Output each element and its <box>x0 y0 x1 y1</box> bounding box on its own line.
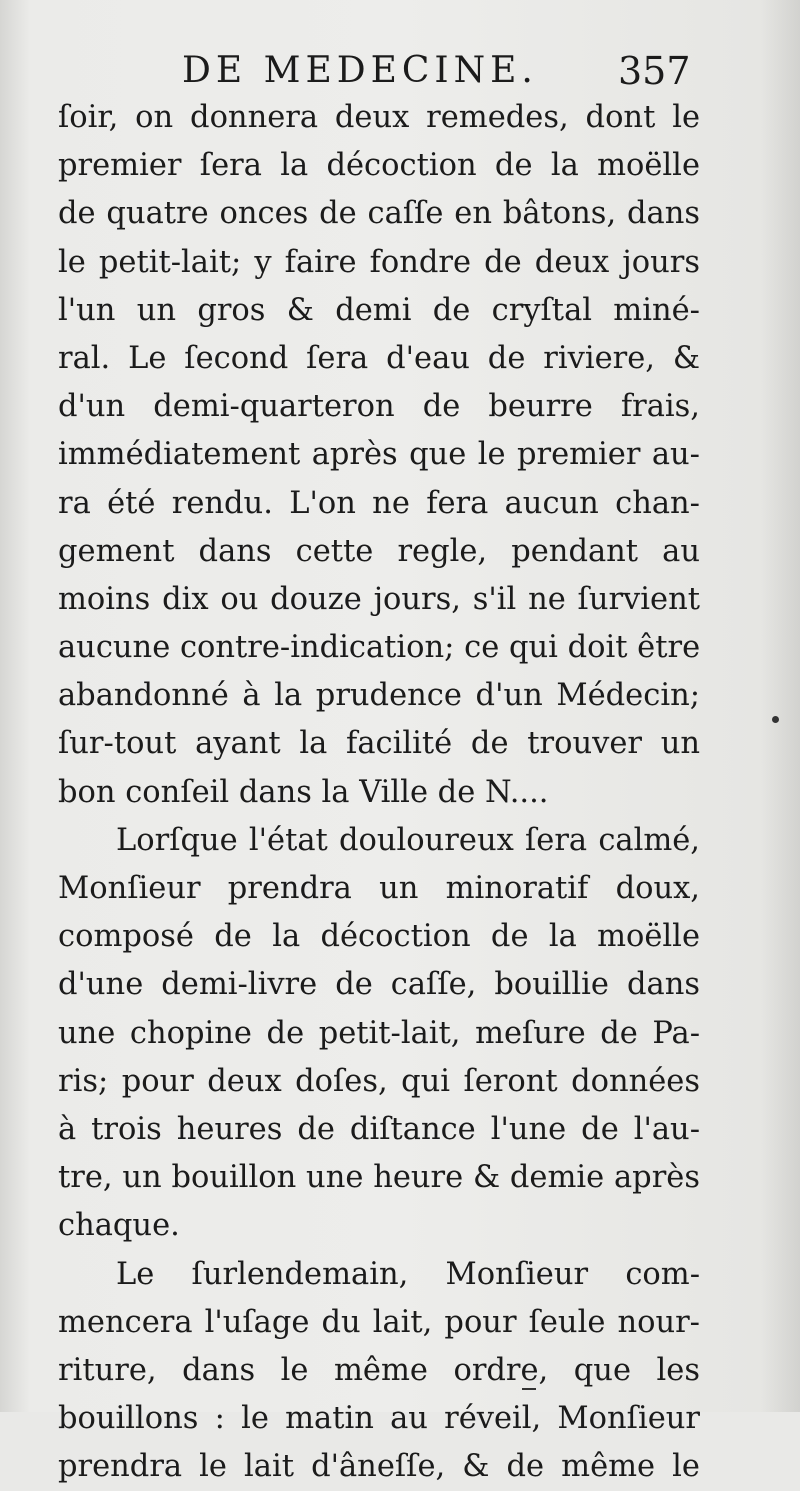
text-line: d'un demi-quarteron de beurre frais, <box>58 389 700 425</box>
paragraph-first-line: Lorſque l'état douloureux ſera calmé, <box>116 822 700 858</box>
text-line: immédiatement après que le premier au- <box>58 437 700 473</box>
text-line: ris; pour deux doſes, qui ſeront données <box>58 1063 700 1099</box>
text-line: premier ſera la décoction de la moëlle <box>58 148 700 184</box>
margin-mark <box>772 716 779 723</box>
text-line: ral. Le ſecond ſera d'eau de riviere, & <box>58 340 700 376</box>
text-line: bouillons : le matin au réveil, Monſieur <box>58 1401 700 1437</box>
text-line: riture, dans le même ordre, que les <box>58 1352 700 1388</box>
text-line: d'une demi-livre de caſſe, bouillie dans <box>58 967 700 1003</box>
body-text <box>58 94 700 1491</box>
text-line: mencera l'uſage du lait, pour ſeule nour- <box>58 1304 700 1340</box>
text-line: chaque. <box>58 1208 180 1244</box>
text-line: aucune contre-indication; ce qui doit être <box>58 630 701 666</box>
text-line: abandonné à la prudence d'un Médecin; <box>58 678 700 714</box>
text-line: une chopine de petit-lait, meſure de Pa- <box>58 1015 700 1051</box>
text-line: bon conſeil dans la Ville de N.... <box>58 774 549 810</box>
page-number: 357 <box>618 49 691 93</box>
text-line: ra été rendu. L'on ne fera aucun chan- <box>58 485 700 521</box>
text-line: l'un un gros & demi de cryſtal miné- <box>58 292 700 328</box>
text-line: à trois heures de diſtance l'une de l'au- <box>58 1111 700 1147</box>
text-line: ſoir, on donnera deux remedes, dont le <box>58 100 700 135</box>
text-line: Monſieur prendra un minoratif doux, <box>58 871 700 906</box>
text-line: le petit-lait; y faire fondre de deux jours <box>58 244 700 280</box>
text-line: tre, un bouillon une heure & demie après <box>58 1160 700 1196</box>
text-line: composé de la décoction de la moëlle <box>58 919 700 955</box>
page-header <box>150 46 710 96</box>
text-line: ſur-tout ayant la facilité de trouver un <box>58 726 700 762</box>
paragraph-first-line: Le ſurlendemain, Monſieur com- <box>116 1256 700 1292</box>
margin-mark <box>522 1388 536 1390</box>
text-line: de quatre onces de caſſe en bâtons, dans <box>58 196 700 232</box>
running-title: DE MEDECINE. <box>182 50 538 91</box>
text-line: moins dix ou douze jours, s'il ne ſurvient <box>58 581 700 617</box>
text-line: gement dans cette regle, pendant au <box>58 533 700 569</box>
text-line: prendra le lait d'âneſſe, & de même le <box>58 1449 700 1485</box>
